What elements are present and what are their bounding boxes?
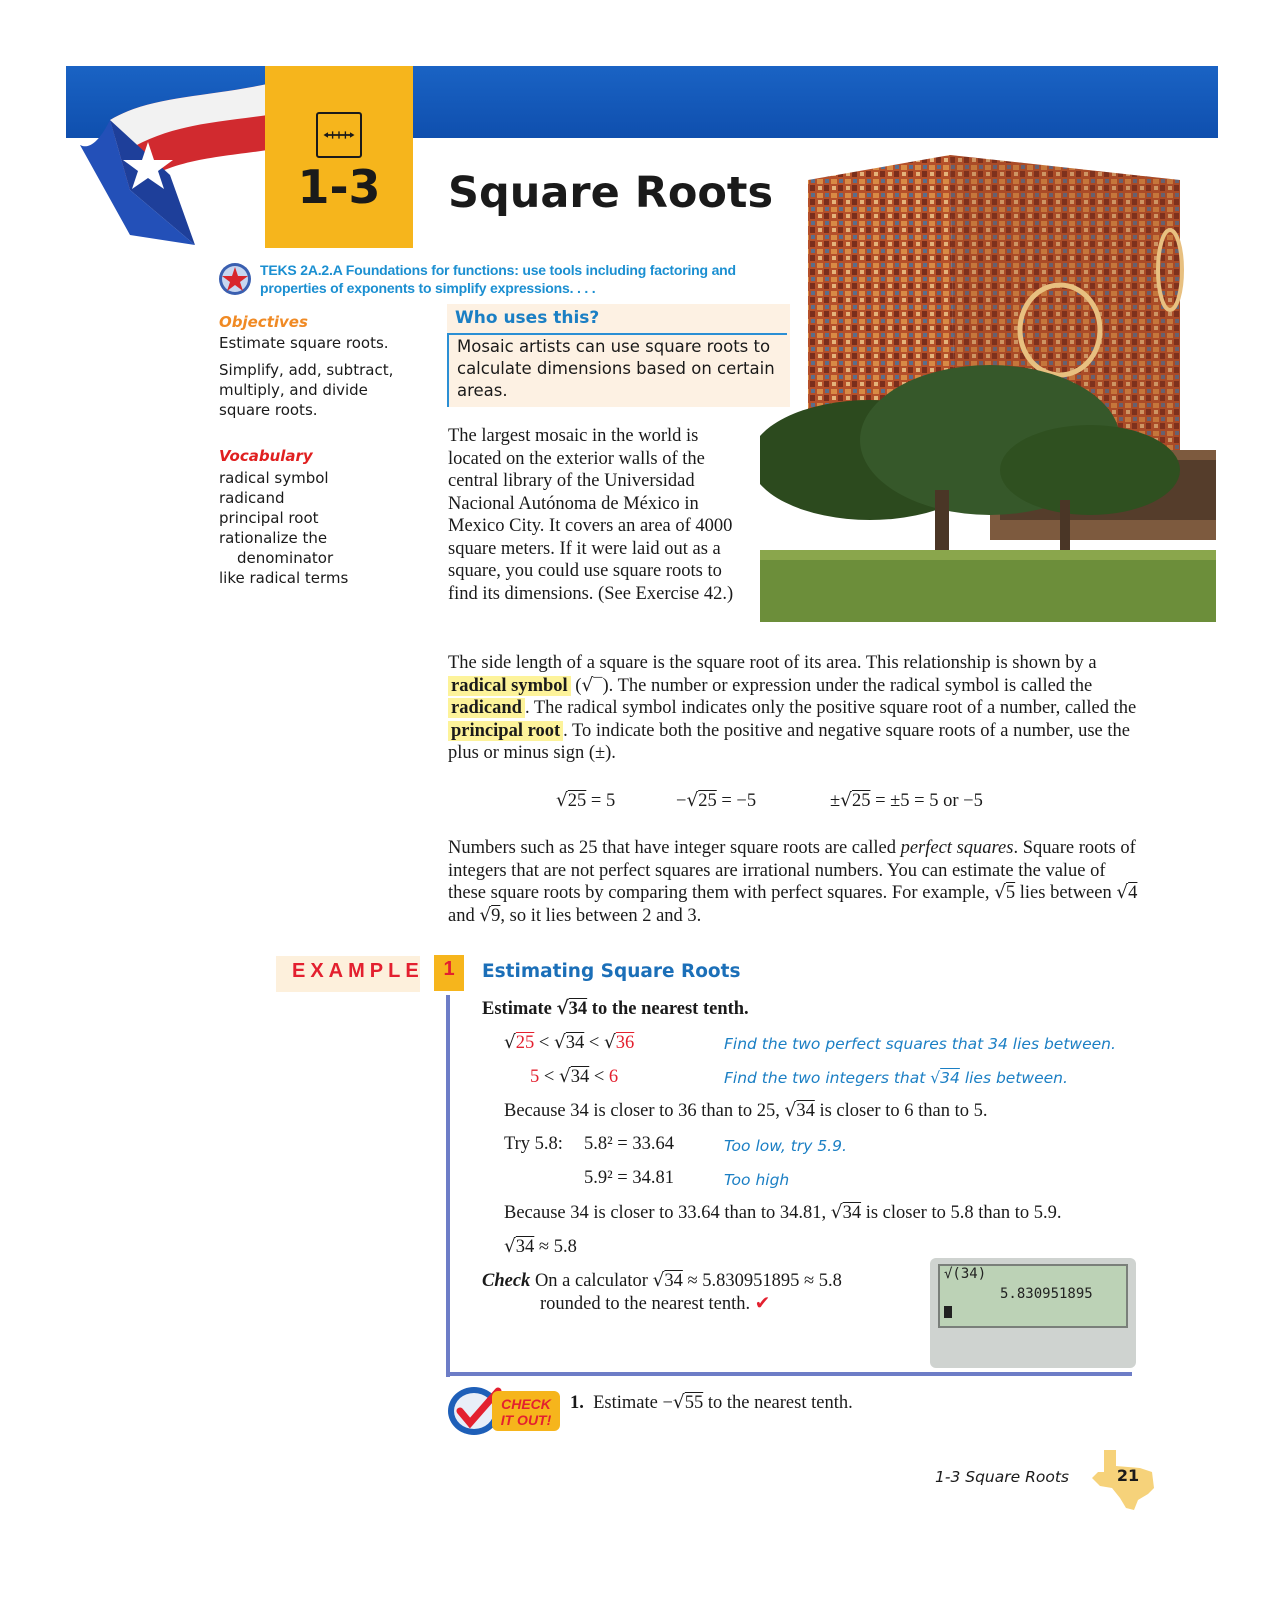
who-uses-this-heading: Who uses this? [455, 308, 600, 328]
check-badge-top: CHECK [501, 1396, 551, 1412]
equation-negative-root: −√25 = −5 [676, 790, 757, 811]
lesson-number: 1-3 [297, 160, 381, 214]
example-title: Estimating Square Roots [482, 961, 741, 982]
who-uses-this-rule [447, 333, 787, 335]
calculator-output: 5.830951895 [1000, 1286, 1093, 1302]
vocab-term-principal-root: principal root [448, 721, 563, 741]
example-step-comparison: Because 34 is closer to 36 than to 25, √34 is closer to 6 than to 5. [504, 1100, 988, 1121]
example-try-58: 5.8² = 33.64 [584, 1134, 674, 1154]
example-step-perfect-squares: √25 < √34 < √36 [504, 1032, 635, 1053]
example-prompt: Estimate √34 to the nearest tenth. [482, 998, 749, 1019]
calculator-cursor [944, 1306, 952, 1318]
example-step-integers: 5 < √34 < 6 [530, 1066, 619, 1087]
check-it-out-problem: 1. Estimate −√55 to the nearest tenth. [570, 1392, 853, 1413]
lesson-title: Square Roots [448, 168, 774, 218]
perfect-squares-paragraph: Numbers such as 25 that have integer square roots are called perfect squares. Square roots of integers that are not perfect squares are irrational numbers. You can estimate the value of these square roots by comparing them with perfect squares. For example, √5 lies between √4 and √9, so it lies between 2 and 3. [448, 838, 1138, 926]
square-root-equations [448, 790, 1148, 816]
equation-positive-root: √25 = 5 [556, 790, 616, 811]
page-number: 21 [1116, 1466, 1140, 1485]
example-check: Check On a calculator √34 ≈ 5.830951895 ≈ 5.8 [482, 1270, 842, 1291]
vocab-item: rationalize the [219, 529, 328, 547]
example-border-left [446, 995, 450, 1377]
vocab-item: denominator [237, 549, 334, 567]
library-mosaic-photo [760, 150, 1216, 622]
example-label: EXAMPLE [292, 960, 424, 982]
vocab-term-perfect-squares: perfect squares [900, 838, 1014, 858]
footer-lesson-title: 1-3 Square Roots [935, 1468, 1069, 1486]
paragraph-text: . The radical symbol indicates only the positive square root of a number, called the [524, 698, 1137, 718]
vocab-item: like radical terms [219, 569, 349, 587]
check-it-out-icon [446, 1385, 562, 1437]
example-note: Too low, try 5.9. [724, 1137, 847, 1155]
vocab-item: principal root [219, 509, 319, 527]
teks-standard: TEKS 2A.2.A Foundations for functions: use tools including factoring and properties of exponents to simplify expressions. . . . [260, 262, 736, 296]
vocab-term-radicand: radicand [448, 698, 525, 718]
check-badge-bottom: IT OUT! [500, 1412, 552, 1428]
vocabulary-heading: Vocabulary [219, 447, 313, 465]
paragraph-text: . The number or expression under the radical symbol is called the [608, 675, 1093, 696]
example-number: 1 [443, 958, 455, 980]
example-try-59: 5.9² = 34.81 [584, 1168, 674, 1188]
example-note: Find the two perfect squares that 34 lies between. [724, 1035, 1116, 1053]
objectives-list [219, 333, 419, 427]
example-border-bottom [446, 1372, 1132, 1376]
vocab-item: radicand [219, 489, 285, 507]
example-note: Find the two integers that √34 lies between. [724, 1069, 1068, 1087]
who-uses-this-side-rule [447, 333, 449, 407]
example-note: Too high [724, 1171, 790, 1189]
example-result: √34 ≈ 5.8 [504, 1236, 577, 1257]
vocab-term-radical-symbol: radical symbol [448, 676, 571, 696]
equation-plus-minus-root: ±√25 = ±5 = 5 or −5 [830, 790, 983, 811]
objectives-heading: Objectives [219, 313, 308, 331]
example-try-label: Try 5.8: [504, 1134, 563, 1154]
objective-item: Estimate square roots. [219, 334, 389, 352]
intro-paragraph: The largest mosaic in the world is located on the exterior walls of the central library of the Universidad Nacional Autónoma de México in Mexico City. It covers an area of 4000 square meters. If it were laid out as a square, you could use square roots to find its dimensions. (See Exercise 42.) [448, 426, 734, 604]
calculator-screen [930, 1258, 1136, 1368]
example-step-conclusion: Because 34 is closer to 33.64 than to 34.81, √34 is closer to 5.8 than to 5.9. [504, 1202, 1062, 1223]
calculator-input: √(34) [944, 1266, 987, 1282]
who-uses-this-text: Mosaic artists can use square roots to calculate dimensions based on certain areas. [457, 337, 775, 400]
radical-definition-paragraph: The side length of a square is the square root of its area. This relationship is shown by a radical symbol (√‾). The number or expression under the radical symbol is called the radicand . The radical symbol indicates only the positive square root of a number, called the principal root . To indicate both the positive and negative square roots of a number, use the plus or minus sign (±). [448, 653, 1137, 763]
example-check-line2: rounded to the nearest tenth. ✔ [540, 1294, 771, 1314]
checkmark-icon: ✔ [754, 1294, 771, 1314]
paragraph-text: The side length of a square is the square root of its area. This relationship is shown by a [448, 653, 1097, 673]
objective-item: Simplify, add, subtract, multiply, and divide square roots. [219, 361, 394, 419]
teks-star-icon [218, 262, 252, 296]
paragraph-text: . To indicate both the positive and negative square roots of a number, use the plus or minus sign (±). [448, 720, 1130, 763]
vocab-item: radical symbol [219, 469, 329, 487]
number-line-icon [316, 112, 362, 158]
vocabulary-list [219, 468, 419, 588]
